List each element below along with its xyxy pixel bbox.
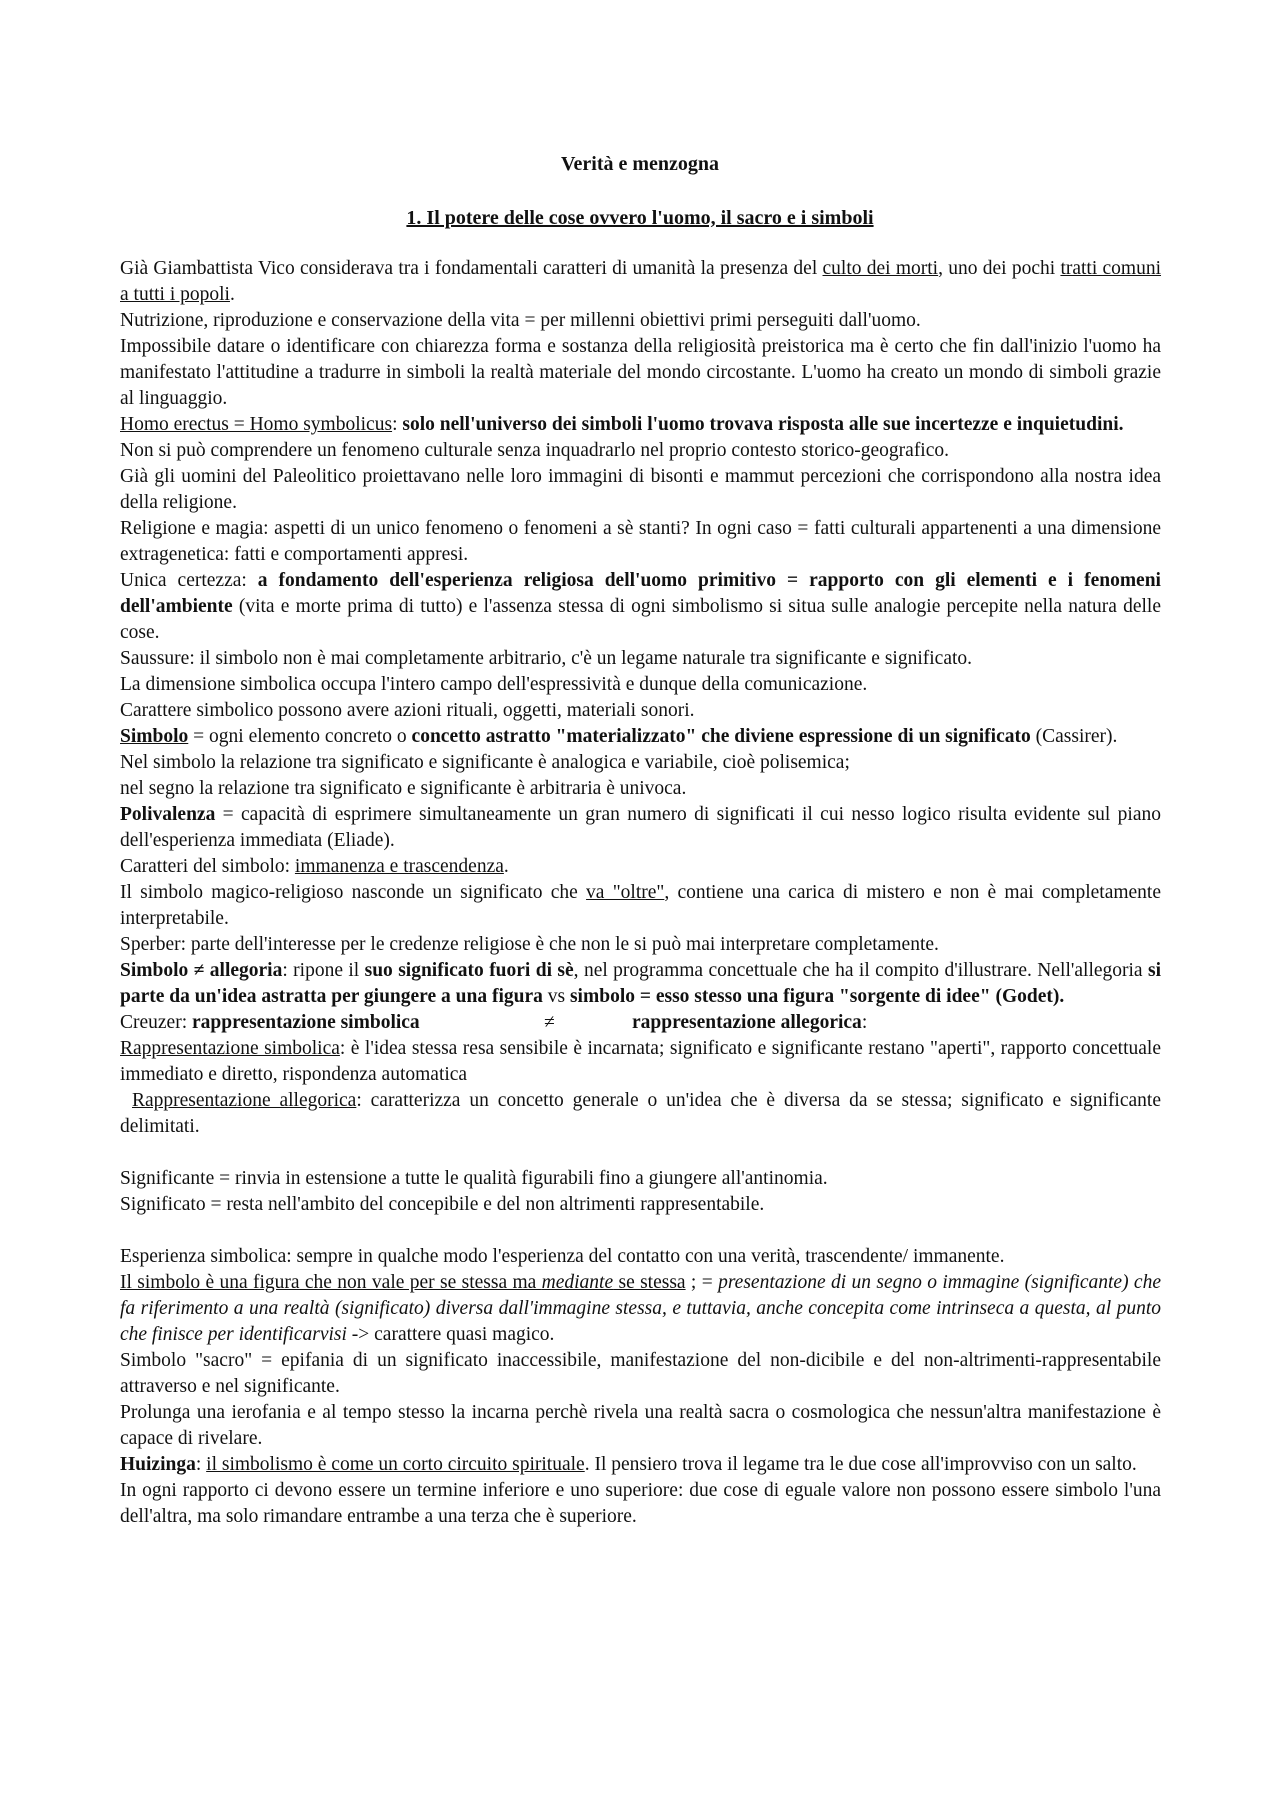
paragraph: Carattere simbolico possono avere azioni rituali, oggetti, materiali sonori. <box>120 700 695 721</box>
paragraph: Impossibile datare o identificare con chiarezza forma e sostanza della religiosità preistorica ma è certo che fin dall'inizio l'uomo ha manifestato l'attitudine a tradurre in simboli la realtà materiale del mondo circostante. L'uomo ha creato un mondo di simboli grazie al linguaggio. <box>120 336 1161 409</box>
paragraph: Homo erectus = Homo symbolicus: solo nell'universo dei simboli l'uomo trovava risposta alle sue incertezze e inquietudini. <box>120 414 1124 435</box>
document-body <box>120 256 1161 1530</box>
underlined-term: Homo erectus = Homo symbolicus <box>120 414 393 435</box>
underlined-term: Il simbolo è una figura che non vale per se stessa ma <box>120 1272 542 1293</box>
underlined-term: Rappresentazione simbolica <box>120 1038 340 1059</box>
paragraph: Rappresentazione allegorica: caratterizza un concetto generale o un'idea che è diversa da se stessa; significato e significante delimitati. <box>120 1090 1161 1137</box>
paragraph: Già Giambattista Vico considerava tra i fondamentali caratteri di umanità la presenza del culto dei morti, uno dei pochi tratti comuni a tutti i popoli. <box>120 258 1162 305</box>
underlined-term: va "oltre" <box>586 882 665 903</box>
underlined-term: il simbolismo è come un corto circuito spirituale <box>206 1454 585 1475</box>
paragraph: Il simbolo è una figura che non vale per se stessa ma mediante se stessa ; = presentazione di un segno o immagine (significante) che fa riferimento a una realtà (significato) diversa dall'immagine stessa, e tuttavia, anche concepita come intrinseca a questa, al punto che finisce per identificarvisi -> carattere quasi magico. <box>120 1272 1161 1345</box>
paragraph: Saussure: il simbolo non è mai completamente arbitrario, c'è un legame naturale tra significante e significato. <box>120 648 973 669</box>
paragraph: In ogni rapporto ci devono essere un termine inferiore e uno superiore: due cose di eguale valore non possono essere simbolo l'una dell'altra, ma solo rimandare entrambe a una terza che è superiore. <box>120 1480 1161 1527</box>
paragraph: Sperber: parte dell'interesse per le credenze religiose è che non le si può mai interpretare completamente. <box>120 934 939 955</box>
underlined-term: Rappresentazione allegorica <box>132 1090 357 1111</box>
underlined-term: se stessa <box>613 1272 686 1293</box>
paragraph: Unica certezza: a fondamento dell'esperienza religiosa dell'uomo primitivo = rapporto con gli elementi e i fenomeni dell'ambiente (vita e morte prima di tutto) e l'assenza stessa di ogni simbolismo si situa sulle analogie percepite nella natura delle cose. <box>120 570 1161 643</box>
underlined-term: mediante <box>541 1272 614 1293</box>
paragraph: Simbolo = ogni elemento concreto o concetto astratto "materializzato" che diviene espressione di un significato (Cassirer). <box>120 726 1118 747</box>
underlined-term: culto dei morti <box>822 258 939 279</box>
paragraph: Simbolo ≠ allegoria: ripone il suo significato fuori di sè, nel programma concettuale che ha il compito d'illustrare. Nell'allegoria si parte da un'idea astratta per giungere a una figura vs simbolo = esso stesso una figura "sorgente di idee" (Godet). <box>120 960 1162 1007</box>
paragraph: Prolunga una ierofania e al tempo stesso la incarna perchè rivela una realtà sacra o cosmologica che nessun'altra manifestazione è capace di rivelare. <box>120 1402 1161 1449</box>
paragraph: Simbolo "sacro" = epifania di un significato inaccessibile, manifestazione del non-dicibile e del non-altrimenti-rappresentabile attraverso e nel significante. <box>120 1350 1161 1397</box>
paragraph: Significante = rinvia in estensione a tutte le qualità figurabili fino a giungere all'antinomia. <box>120 1168 828 1189</box>
section-title <box>0 205 1280 231</box>
paragraph: Significato = resta nell'ambito del concepibile e del non altrimenti rappresentabile. <box>120 1194 765 1215</box>
underlined-term: tratti comuni a tutti i popoli <box>120 258 1162 305</box>
paragraph: nel segno la relazione tra significato e significante è arbitraria è univoca. <box>120 778 687 799</box>
paragraph: Creuzer: rappresentazione simbolica ≠ rappresentazione allegorica: <box>120 1012 868 1033</box>
underlined-term: Simbolo <box>120 726 189 747</box>
paragraph: Il simbolo magico-religioso nasconde un significato che va "oltre", contiene una carica di mistero e non è mai completamente interpretabile. <box>120 882 1162 929</box>
paragraph: Religione e magia: aspetti di un unico fenomeno o fenomeni a sè stanti? In ogni caso = fatti culturali appartenenti a una dimensione extragenetica: fatti e comportamenti appresi. <box>120 518 1161 565</box>
paragraph: Rappresentazione simbolica: è l'idea stessa resa sensibile è incarnata; significato e significante restano "aperti", rapporto concettuale immediato e diretto, rispondenza automatica <box>120 1038 1161 1085</box>
paragraph: Nutrizione, riproduzione e conservazione della vita = per millenni obiettivi primi perseguiti dall'uomo. <box>120 310 921 331</box>
paragraph: Polivalenza = capacità di esprimere simultaneamente un gran numero di significati il cui nesso logico risulta evidente sul piano dell'esperienza immediata (Eliade). <box>120 804 1161 851</box>
underlined-term: immanenza e trascendenza <box>294 856 504 877</box>
paragraph: Non si può comprendere un fenomeno culturale senza inquadrarlo nel proprio contesto storico-geografico. <box>120 440 950 461</box>
paragraph: Huizinga: il simbolismo è come un corto circuito spirituale. Il pensiero trova il legame tra le due cose all'improvviso con un salto. <box>120 1454 1137 1475</box>
paragraph: Esperienza simbolica: sempre in qualche modo l'esperienza del contatto con una verità, trascendente/ immanente. <box>120 1246 1005 1267</box>
paragraph: Caratteri del simbolo: immanenza e trascendenza. <box>120 856 509 877</box>
document-title: Verità e menzogna <box>560 153 720 175</box>
paragraph: Nel simbolo la relazione tra significato e significante è analogica e variabile, cioè polisemica; <box>120 752 850 773</box>
paragraph: La dimensione simbolica occupa l'intero campo dell'espressività e dunque della comunicazione. <box>120 674 868 695</box>
section-title-text: 1. Il potere delle cose ovvero l'uomo, il sacro e i simboli <box>406 207 874 229</box>
paragraph: Già gli uomini del Paleolitico proiettavano nelle loro immagini di bisonti e mammut percezioni che corrispondono alla nostra idea della religione. <box>120 466 1161 513</box>
